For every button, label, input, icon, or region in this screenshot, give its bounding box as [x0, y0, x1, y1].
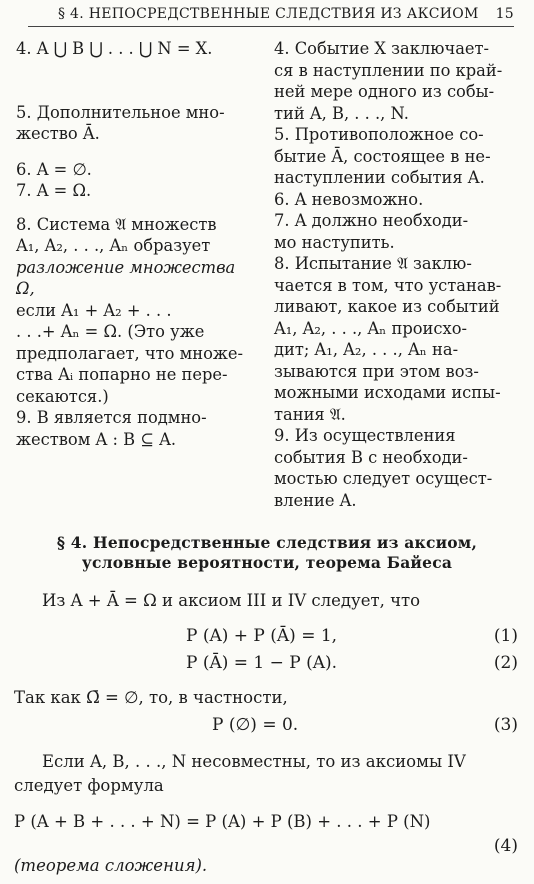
right-item-6: 6. A невозможно. — [274, 189, 424, 209]
left-item-9-line1: 9. B является подмно- — [16, 408, 207, 427]
left-item-8-line2: A₁, A₂, . . ., Aₙ образует — [16, 236, 211, 255]
left-item-8-line7: ства Aᵢ попарно не пере- — [16, 365, 228, 384]
left-item-8-line4: если A₁ + A₂ + . . . — [16, 300, 172, 320]
left-item-6: 6. A = ∅. — [16, 159, 92, 179]
theorem-note: (теорема сложения). — [14, 856, 208, 875]
left-item-5-line2: жество Ā. — [16, 124, 100, 143]
left-item-8-line5: . . .+ Aₙ = Ω. (Это уже — [16, 322, 205, 341]
left-item-5-line1: 5. Дополнительное мно- — [16, 102, 225, 122]
equation-4-number: (4) — [493, 836, 518, 856]
right-item-5-line2: бытие Ā, состоящее в не- — [274, 146, 491, 166]
left-item-8-line1: 8. Система 𝔄 множеств — [16, 214, 217, 234]
right-item-9-line1: 9. Из осуществления — [274, 426, 456, 445]
right-item-4-line1: 4. Событие X заключает- — [274, 39, 490, 58]
left-column-sets — [16, 38, 246, 450]
section-heading-line2: условные вероятности, теорема Байеса — [81, 553, 453, 572]
left-item-4: 4. A ⋃ B ⋃ . . . ⋃ N = X. — [16, 39, 213, 58]
right-item-7-line1: 7. A должно необходи- — [274, 211, 469, 230]
right-item-8-line4: A₁, A₂, . . ., Aₙ происхо- — [274, 318, 468, 338]
right-item-9-line3: мостью следует осущест- — [274, 469, 493, 488]
intro-sentence: Из A + Ā = Ω и аксиом III и IV следует, что — [42, 591, 421, 610]
equation-1-number: (1) — [493, 626, 518, 646]
right-item-5-line3: наступлении события A. — [274, 168, 485, 187]
right-item-8-line3: ливают, какое из событий — [274, 297, 500, 316]
equation-4: P (A + B + . . . + N) = P (A) + P (B) + . . . + P (N) — [14, 812, 431, 831]
equation-2-number: (2) — [493, 653, 518, 673]
left-item-8-line6: предполагает, что множе- — [16, 343, 244, 363]
right-item-8-line2: чается в том, что устанав- — [274, 275, 502, 295]
since-sentence: Так как Ω̄ = ∅, то, в частности, — [14, 688, 288, 707]
section-heading — [20, 533, 514, 573]
right-item-5-line1: 5. Противоположное со- — [274, 125, 484, 144]
right-item-9-line2: события B с необходи- — [274, 447, 468, 467]
left-item-8-line8: секаются.) — [16, 386, 109, 406]
equation-3-number: (3) — [493, 715, 518, 735]
right-column-events — [274, 38, 526, 511]
right-item-4-line3: ней мере одного из собы- — [274, 82, 495, 101]
equation-3: P (∅) = 0. — [212, 715, 299, 735]
running-head — [28, 6, 514, 27]
right-item-4-line2: ся в наступлении по край- — [274, 60, 503, 80]
running-head-title: § 4. НЕПОСРЕДСТВЕННЫЕ СЛЕДСТВИЯ ИЗ АКСИОМ — [58, 6, 479, 22]
right-item-8-line8: тания 𝔄. — [274, 404, 346, 424]
section-heading-line1: § 4. Непосредственные следствия из аксиом, — [56, 533, 478, 552]
right-item-4-line4: тий A, B, . . ., N. — [274, 103, 409, 123]
right-item-9-line4: вление A. — [274, 490, 357, 510]
equation-2: P (Ā) = 1 − P (A). — [186, 653, 338, 673]
right-item-8-line6: зываются при этом воз- — [274, 361, 479, 381]
left-item-8-line3: разложение множества Ω, — [16, 257, 236, 298]
equation-1: P (A) + P (Ā) = 1, — [186, 626, 338, 646]
if-sentence-line2: следует формула — [14, 776, 164, 795]
if-sentence-line1: Если A, B, . . ., N несовместны, то из аксиомы IV — [42, 752, 466, 771]
right-item-8-line7: можными исходами испы- — [274, 383, 501, 402]
page-number: 15 — [495, 6, 514, 22]
right-item-7-line2: мо наступить. — [274, 232, 395, 252]
right-item-8-line5: дит; A₁, A₂, . . ., Aₙ на- — [274, 340, 459, 359]
right-item-8-line1: 8. Испытание 𝔄 заклю- — [274, 254, 472, 273]
left-item-7: 7. A = Ω. — [16, 181, 92, 200]
left-item-9-line2: жеством A : B ⊆ A. — [16, 429, 177, 449]
